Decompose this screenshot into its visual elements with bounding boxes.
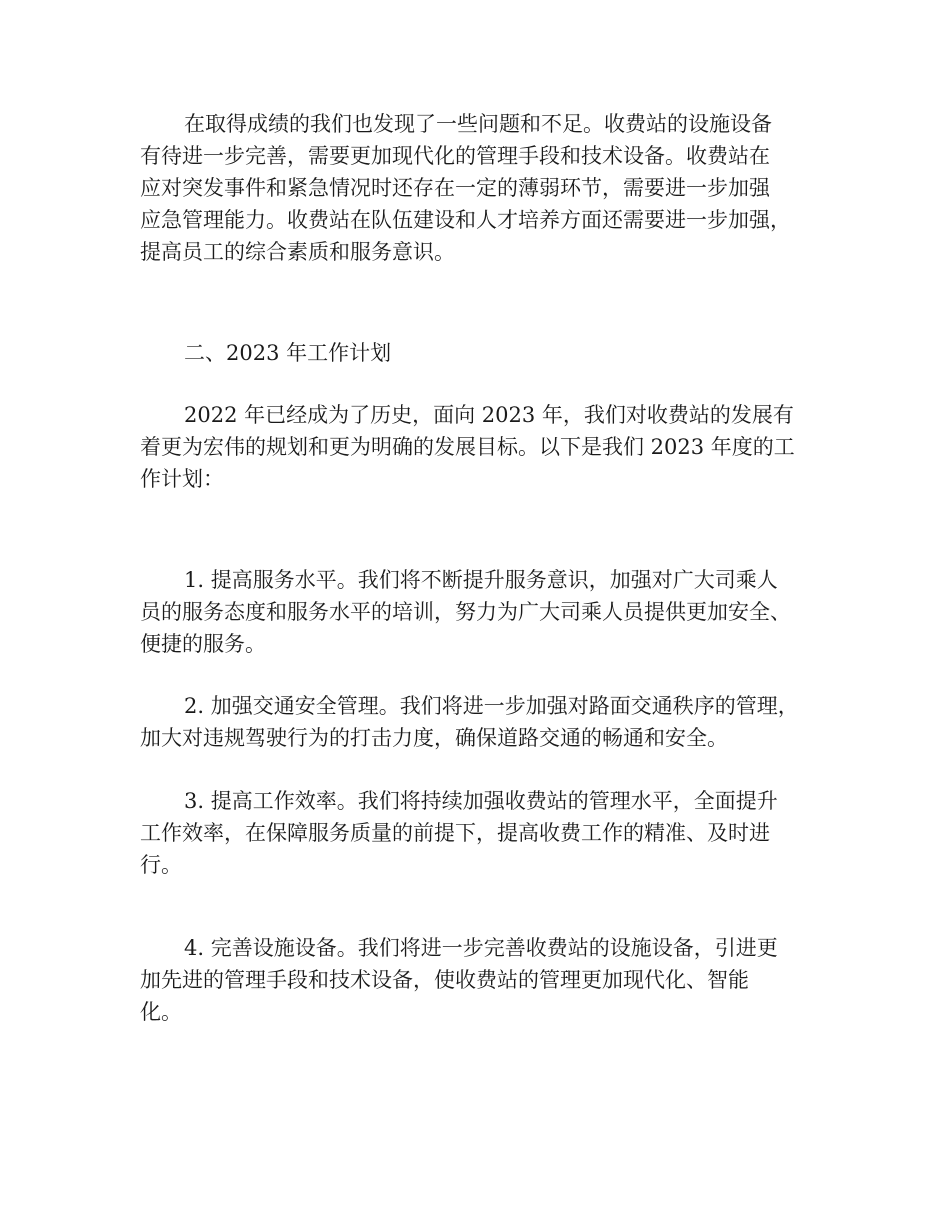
paragraph-line: 有待进一步完善，需要更加现代化的管理手段和技术设备。收费站在 <box>140 144 770 168</box>
paragraph-line: 应急管理能力。收费站在队伍建设和人才培养方面还需要进一步加强， <box>140 208 791 232</box>
paragraph-line: 化。 <box>140 1000 182 1024</box>
paragraph-line: 着更为宏伟的规划和更为明确的发展目标。以下是我们 2023 年度的工 <box>140 435 795 459</box>
paragraph-item-3 <box>140 785 840 881</box>
paragraph-line: 2. 加强交通安全管理。我们将进一步加强对路面交通秩序的管理， <box>184 694 799 718</box>
paragraph-line: 3. 提高工作效率。我们将持续加强收费站的管理水平，全面提升 <box>184 789 778 813</box>
paragraph-line: 工作效率，在保障服务质量的前提下，提高收费工作的精准、及时进 <box>140 821 770 845</box>
paragraph-line: 加先进的管理手段和技术设备，使收费站的管理更加现代化、智能 <box>140 968 749 992</box>
paragraph-item-4 <box>140 932 840 1028</box>
paragraph-problems <box>140 108 840 268</box>
paragraph-item-1 <box>140 564 840 660</box>
paragraph-intro <box>140 399 840 495</box>
paragraph-line: 在取得成绩的我们也发现了一些问题和不足。收费站的设施设备 <box>184 112 772 136</box>
paragraph-item-2 <box>140 690 840 754</box>
paragraph-line: 员的服务态度和服务水平的培训，努力为广大司乘人员提供更加安全、 <box>140 600 791 624</box>
paragraph-line: 提高员工的综合素质和服务意识。 <box>140 240 455 264</box>
paragraph-line: 加大对违规驾驶行为的打击力度，确保道路交通的畅通和安全。 <box>140 726 728 750</box>
paragraph-line: 行。 <box>140 853 182 877</box>
paragraph-line: 应对突发事件和紧急情况时还存在一定的薄弱环节，需要进一步加强 <box>140 176 770 200</box>
paragraph-line: 作计划： <box>140 467 224 491</box>
paragraph-line: 2022 年已经成为了历史，面向 2023 年，我们对收费站的发展有 <box>184 403 794 427</box>
paragraph-line: 1. 提高服务水平。我们将不断提升服务意识，加强对广大司乘人 <box>184 568 778 592</box>
section-heading: 二、2023 年工作计划 <box>184 341 392 365</box>
paragraph-line: 4. 完善设施设备。我们将进一步完善收费站的设施设备，引进更 <box>184 936 778 960</box>
paragraph-line: 便捷的服务。 <box>140 632 266 656</box>
